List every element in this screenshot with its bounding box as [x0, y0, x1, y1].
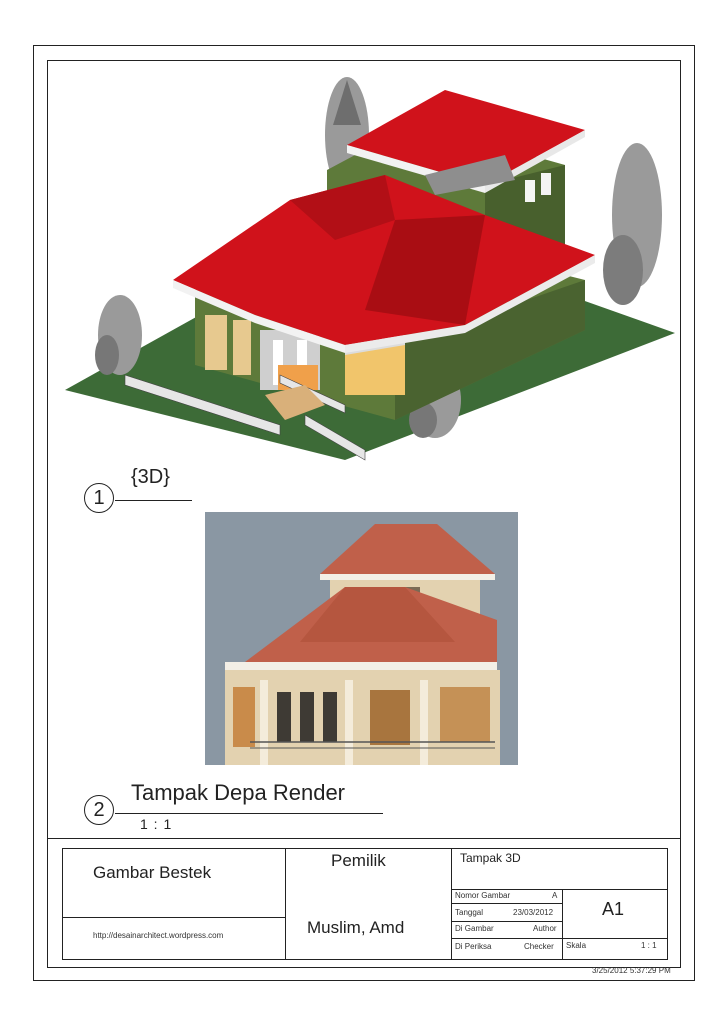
- front-elevation-render: [205, 512, 518, 765]
- view-1-title: {3D}: [131, 466, 170, 488]
- tree-right: [603, 143, 662, 305]
- skala-label: Skala: [566, 941, 587, 950]
- di-gambar-value: Author: [533, 924, 557, 933]
- view-2-scale: 1 : 1: [140, 816, 173, 832]
- view-1-title-rule: [115, 500, 192, 501]
- owner-name: Muslim, Amd: [307, 918, 405, 937]
- nomor-gambar-label: Nomor Gambar: [455, 891, 511, 900]
- view-1-number: 1: [84, 483, 114, 513]
- skala-value: 1 : 1: [641, 941, 657, 950]
- owner-label: Pemilik: [331, 851, 386, 870]
- di-gambar-label: Di Gambar: [455, 924, 494, 933]
- project-title: Gambar Bestek: [93, 863, 212, 882]
- di-periksa-value: Checker: [524, 942, 554, 951]
- tanggal-label: Tanggal: [455, 908, 484, 917]
- tree-left: [95, 295, 142, 375]
- website-link[interactable]: http://desainarchitect.wordpress.com: [93, 931, 224, 940]
- view-2-number: 2: [84, 795, 114, 825]
- print-timestamp: 3/25/2012 5:37:29 PM: [592, 966, 671, 975]
- tanggal-value: 23/03/2012: [513, 908, 554, 917]
- di-periksa-label: Di Periksa: [455, 942, 492, 951]
- view-2-title: Tampak Depa Render: [131, 780, 346, 805]
- isometric-3d-house-view: [65, 75, 675, 465]
- nomor-gambar-value: A: [552, 891, 558, 900]
- sheet-number: A1: [602, 899, 625, 919]
- view-2-title-rule: [115, 813, 383, 814]
- sheet-name: Tampak 3D: [460, 851, 521, 865]
